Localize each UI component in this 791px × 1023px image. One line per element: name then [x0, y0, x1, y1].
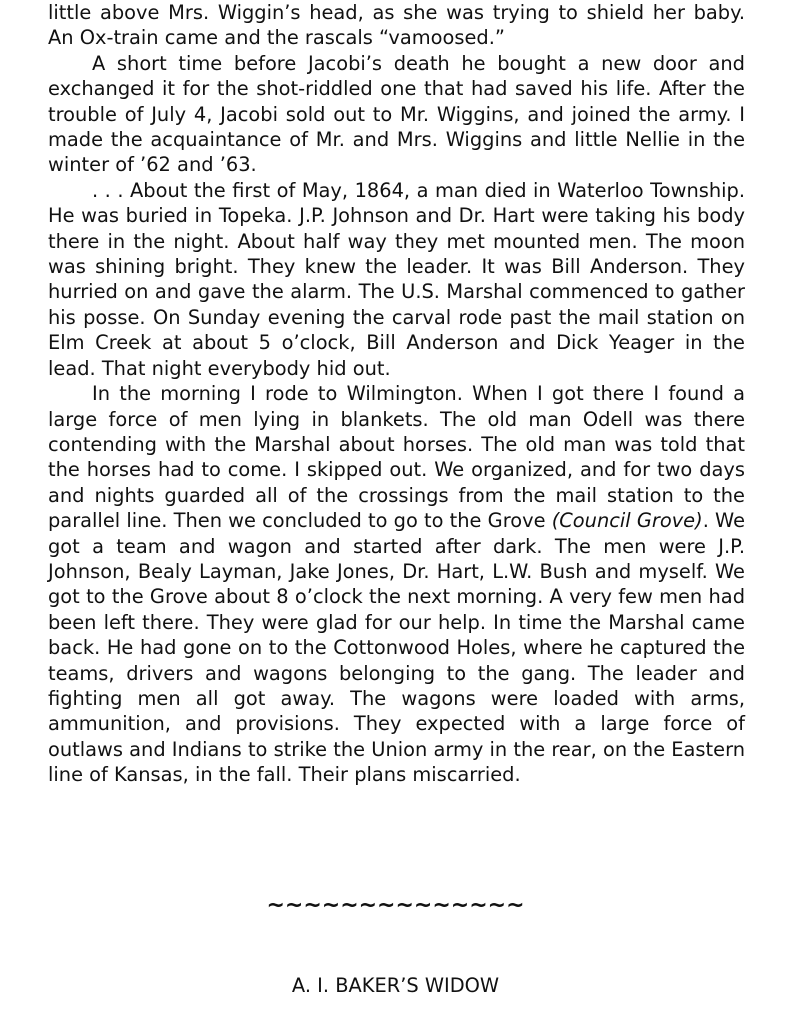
paragraph-4-text-a: In the morning I rode to Wilmington. When I got there I found a large force of men lying in blankets. The old man Odell was there contending with the Marshal about horses. The old man was told that the horses had to come. I skipped out. We organized, and for two days and nights guarded all of the crossings from the mail station to the parallel line. Then we concluded to go to the Grove — [48, 382, 745, 533]
paragraph-2: A short time before Jacobi’s death he bought a new door and exchanged it for the shot-riddled one that had saved his life. After the trouble of July 4, Jacobi sold out to Mr. Wiggins, and joined the army. I made the acquaintance of Mr. and Mrs. Wiggins and little Nellie in the winter of ’62 and ’63. — [48, 51, 745, 177]
paragraph-4 — [48, 381, 745, 788]
section-divider: ~~~~~~~~~~~~~~ — [266, 893, 525, 918]
paragraph-4-italic: (Council Grove) — [551, 509, 703, 533]
paragraph-3: . . . About the first of May, 1864, a man died in Waterloo Township. He was buried in Topeka. J.P. Johnson and Dr. Hart were taking his body there in the night. About half way they met mounted men. The moon was shining bright. They knew the leader. It was Bill Anderson. They hurried on and gave the alarm. The U.S. Marshal commenced to gather his posse. On Sunday evening the carval rode past the mail station on Elm Creek at about 5 o’clock, Bill Anderson and Dick Yeager in the lead. That night everybody hid out. — [48, 178, 745, 380]
paragraph-4-text-b: . We got a team and wagon and started after dark. The men were J.P. Johnson, Bealy Layman, Jake Jones, Dr. Hart, L.W. Bush and myself. We got to the Grove about 8 o’clock the next morning. A very few men had been left there. They were glad for our help. In time the Marshal came back. He had gone on to the Cottonwood Holes, where he captured the teams, drivers and wagons belonging to the gang. The leader and fighting men all got away. The wagons were loaded with arms, ammunition, and provisions. They expected with a large force of outlaws and Indians to strike the Union army in the rear, on the Eastern line of Kansas, in the fall. Their plans miscarried. — [48, 509, 745, 787]
next-section-title: A. I. BAKER’S WIDOW — [291, 974, 500, 997]
paragraph-1: little above Mrs. Wiggin’s head, as she was trying to shield her baby. An Ox-train came and the rascals “vamoosed.” — [48, 1, 745, 50]
document-page — [48, 0, 745, 788]
